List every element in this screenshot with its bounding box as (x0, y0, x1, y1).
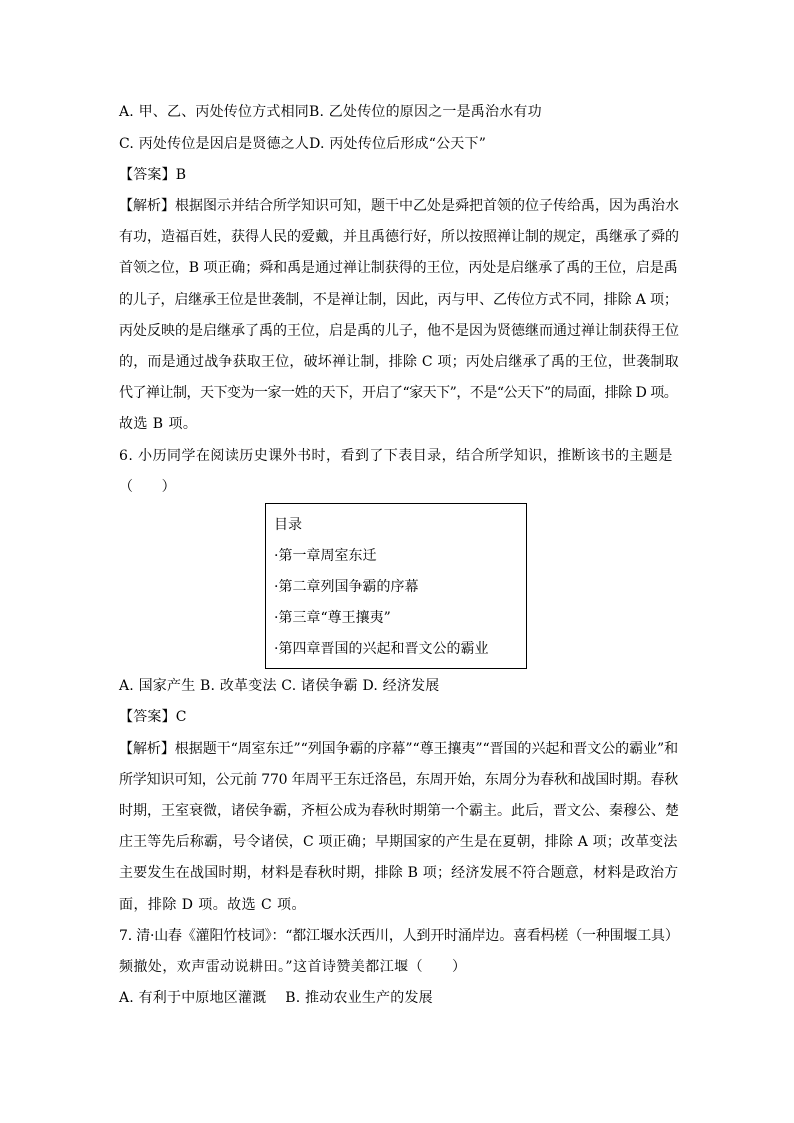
toc-title: 目录 (274, 517, 302, 533)
q6-analysis-line: 面，排除 D 项。故选 C 项。 (119, 897, 306, 913)
toc-item: ·第二章列国争霸的序幕 (274, 579, 419, 595)
q7-stem: 频撤处，欢声雷动说耕田。”这首诗赞美都江堰（ ） (119, 959, 467, 975)
q6-analysis-line: 【解析】根据题干“周室东迁”“列国争霸的序幕”“尊王攘夷”“晋国的兴起和晋文公的霸业”和 (119, 741, 679, 757)
q6-answer: 【答案】C (119, 709, 187, 725)
q6-analysis-line: 庄王等先后称霸，号令诸侯，C 项正确；早期国家的产生是在夏朝，排除 A 项；改革变法 (119, 834, 678, 850)
q5-analysis-line: 丙处反映的是启继承了禹的王位，启是禹的儿子，他不是因为贤德继而通过禅让制获得王位 (119, 323, 679, 339)
q5-analysis-line: 有功，造福百姓，获得人民的爱戴，并且禹德行好，所以按照禅让制的规定，禹继承了舜的 (119, 229, 679, 245)
q5-analysis-line: 的，而是通过战争获取王位，破坏禅让制，排除 C 项；丙处启继承了禹的王位，世袭制取 (119, 354, 679, 370)
q6-stem: 6. 小历同学在阅读历史课外书时，看到了下表目录，结合所学知识，推断该书的主题是 (119, 448, 673, 464)
q5-options-cd: C. 丙处传位是因启是贤德之人D. 丙处传位后形成“公天下” (119, 136, 487, 152)
q6-options: A. 国家产生 B. 改革变法 C. 诸侯争霸 D. 经济发展 (119, 678, 440, 694)
q7-options: A. 有利于中原地区灌溉 B. 推动农业生产的发展 (119, 990, 433, 1006)
q5-analysis-line: 的儿子，启继承王位是世袭制，不是禅让制，因此，丙与甲、乙传位方式不同，排除 A 项； (119, 292, 678, 308)
q5-analysis-line: 【解析】根据图示并结合所学知识可知，题干中乙处是舜把首领的位子传给禹，因为禹治水 (119, 198, 679, 214)
q5-analysis-line: 代了禅让制，天下变为一家一姓的天下，开启了“家天下”，不是“公天下”的局面，排除 D 项。 (119, 385, 678, 401)
q6-analysis-line: 所学知识可知，公元前 770 年周平王东迁洛邑，东周开始，东周分为春秋和战国时期。春秋 (119, 772, 679, 788)
toc-item: ·第四章晋国的兴起和晋文公的霸业 (274, 641, 489, 657)
toc-item: ·第三章“尊王攘夷” (274, 610, 391, 626)
q6-analysis-line: 主要发生在战国时期，材料是春秋时期，排除 B 项；经济发展不符合题意，材料是政治方 (119, 865, 679, 881)
q7-stem: 7. 清·山春《灌阳竹枝词》：“都江堰水沃西川，人到开时涌岸边。喜看杩槎（一种围堰工具） (119, 928, 679, 944)
table-of-contents-box (265, 503, 527, 669)
q5-answer: 【答案】B (119, 167, 187, 183)
q6-blank: （ ） (119, 479, 176, 495)
toc-item: ·第一章周室东迁 (274, 548, 377, 564)
q5-analysis-line: 故选 B 项。 (119, 416, 198, 432)
q6-analysis-line: 时期，王室衰微，诸侯争霸，齐桓公成为春秋时期第一个霸主。此后，晋文公、秦穆公、楚 (119, 803, 679, 819)
q5-options-ab: A. 甲、乙、丙处传位方式相同B. 乙处传位的原因之一是禹治水有功 (119, 104, 542, 120)
q5-analysis-line: 首领之位，B 项正确；舜和禹是通过禅让制获得的王位，丙处是启继承了禹的王位，启是禹 (119, 260, 678, 276)
